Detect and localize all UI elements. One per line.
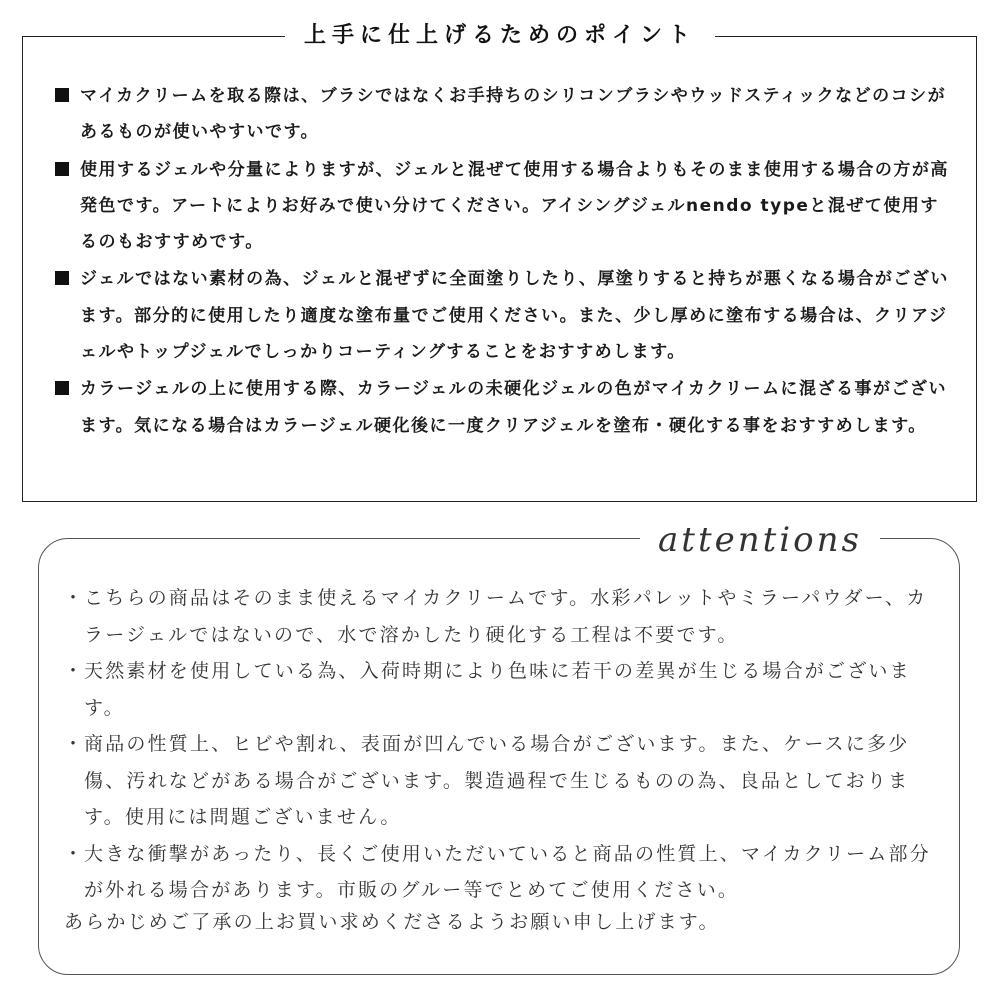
tip-item	[55, 152, 955, 261]
dot-bullet-icon: ・	[63, 733, 83, 755]
attentions-closing: あらかじめご了承の上お買い求めくださるようお願い申し上げます。	[64, 911, 720, 933]
tip-item	[55, 78, 955, 151]
tip-text: ジェルではない素材の為、ジェルと混ぜずに全面塗りしたり、厚塗りすると持ちが悪くなる場合がございます。部分的に使用したり適度な塗布量でご使用ください。また、少し厚めに塗布する場合は、クリアジェルやトップジェルでしっかりコーティングすることをおすすめします。	[80, 269, 949, 363]
attention-text: 大きな衝撃があったり、長くご使用いただいていると商品の性質上、マイカクリーム部分が外れる場合があります。市販のグルー等でとめてご使用ください。	[84, 842, 931, 901]
square-bullet-icon	[55, 271, 69, 285]
square-bullet-icon	[55, 381, 69, 395]
attention-item	[62, 836, 942, 909]
dot-bullet-icon: ・	[63, 587, 83, 609]
tip-item	[55, 371, 955, 444]
square-bullet-icon	[55, 88, 69, 102]
attention-text: 商品の性質上、ヒビや割れ、表面が凹んでいる場合がございます。また、ケースに多少傷、汚れなどがある場合がございます。製造過程で生じるものの為、良品としております。使用には問題ございません。	[84, 733, 910, 828]
attention-item	[62, 726, 942, 836]
attentions-list	[62, 580, 942, 909]
tip-text: 使用するジェルや分量によりますが、ジェルと混ぜて使用する場合よりもそのまま使用する場合の方が高発色です。アートによりお好みで使い分けてください。アイシングジェルnendo typeと混ぜて使用するのもおすすめです。	[80, 159, 949, 253]
attention-text: こちらの商品はそのまま使えるマイカクリームです。水彩パレットやミラーパウダー、カラージェルではないので、水で溶かしたり硬化する工程は不要です。	[84, 587, 928, 646]
attentions-title: attentions	[658, 520, 862, 560]
tip-text: カラージェルの上に使用する際、カラージェルの未硬化ジェルの色がマイカクリームに混ざる事がございます。気になる場合はカラージェル硬化後に一度クリアジェルを塗布・硬化する事をおすすめします。	[80, 379, 947, 436]
tips-title-wrap	[285, 18, 715, 54]
attention-item	[62, 580, 942, 653]
square-bullet-icon	[55, 162, 69, 176]
tip-item	[55, 261, 955, 370]
tips-title: 上手に仕上げるためのポイント	[303, 23, 696, 48]
dot-bullet-icon: ・	[63, 660, 83, 682]
tips-list	[55, 78, 955, 445]
dot-bullet-icon: ・	[63, 842, 83, 865]
tip-text: マイカクリームを取る際は、ブラシではなくお手持ちのシリコンブラシやウッドスティックなどのコシがあるものが使いやすいです。	[80, 86, 947, 143]
attentions-title-wrap	[640, 517, 880, 563]
attention-item	[62, 653, 942, 726]
attention-text: 天然素材を使用している為、入荷時期により色味に若干の差異が生じる場合がございます。	[84, 660, 911, 719]
